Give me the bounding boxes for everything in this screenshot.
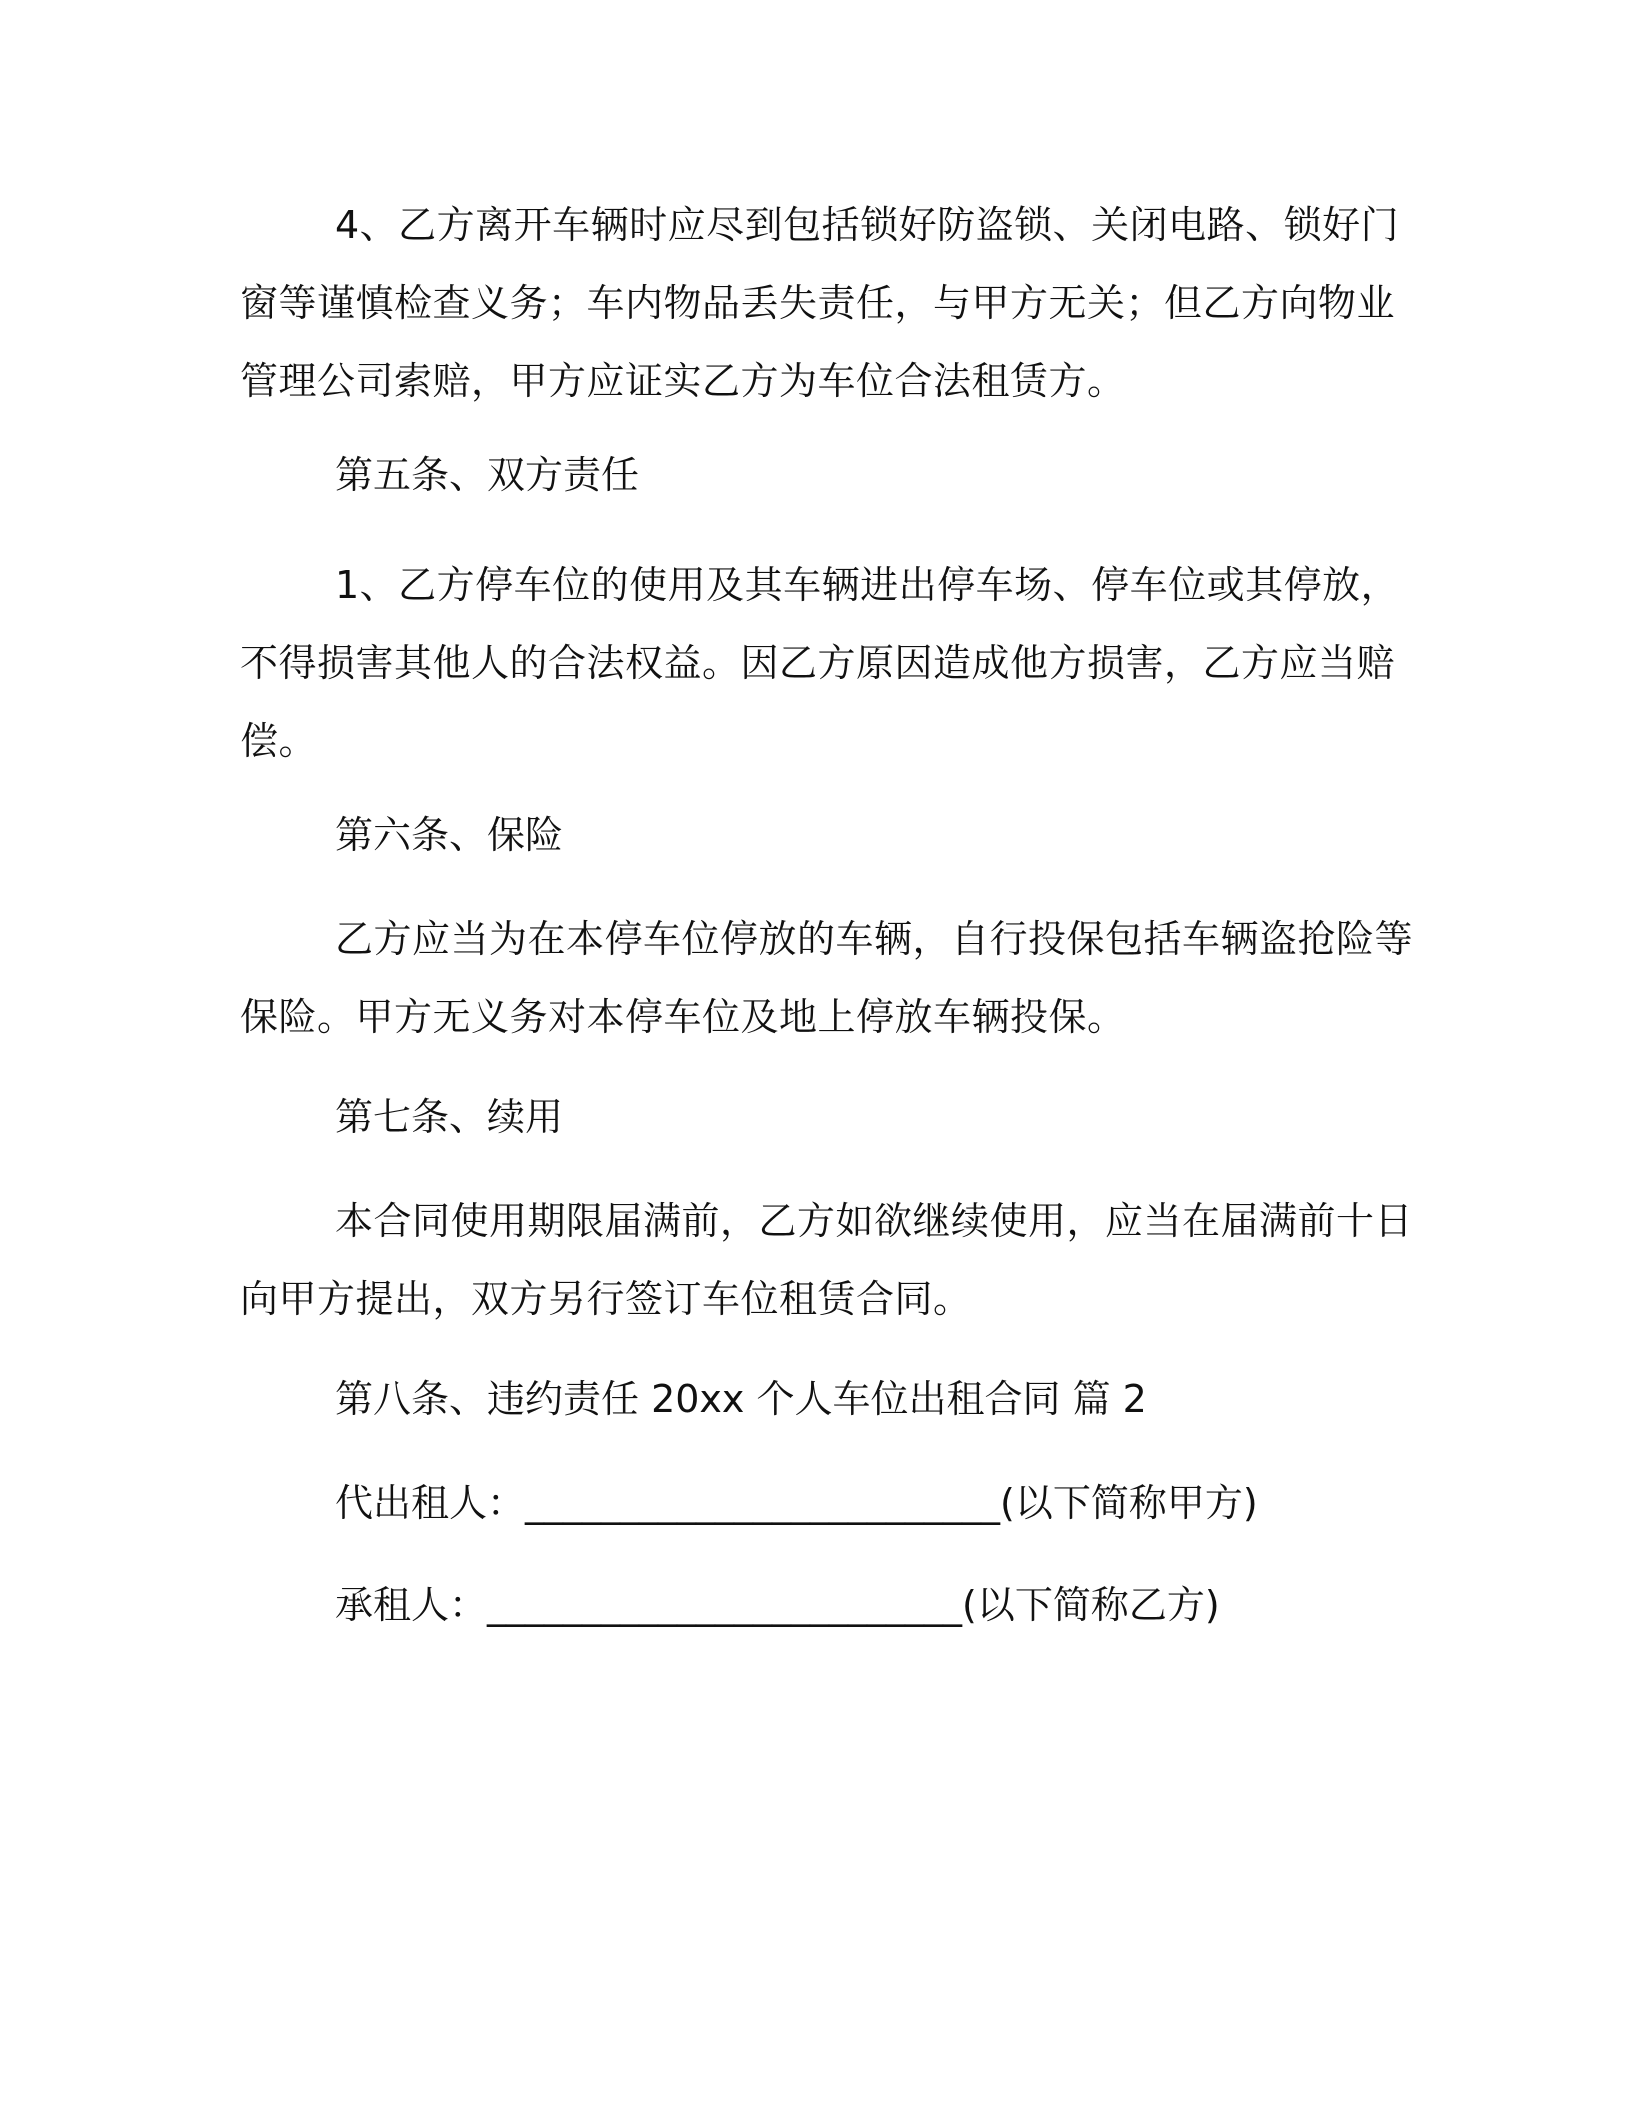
paragraph-1-liability: [240, 546, 1400, 780]
text-line: 窗等谨慎检查义务；车内物品丢失责任，与甲方无关；但乙方向物业: [240, 281, 1396, 325]
text-line: 乙方应当为在本停车位停放的车辆，自行投保包括车辆盗抢险等: [335, 917, 1414, 961]
text-line: 4、乙方离开车辆时应尽到包括锁好防盗锁、关闭电路、锁好门: [335, 203, 1400, 247]
heading-article-7: 第七条、续用: [335, 1095, 564, 1139]
lessee-line: 承租人：_________________________(以下简称乙方): [335, 1583, 1220, 1627]
text-line: 1、乙方停车位的使用及其车辆进出停车场、停车位或其停放，: [335, 563, 1400, 607]
text-line: 保险。甲方无义务对本停车位及地上停放车辆投保。: [240, 995, 1126, 1039]
text-line: 不得损害其他人的合法权益。因乙方原因造成他方损害，乙方应当赔: [240, 641, 1396, 685]
heading-article-6: 第六条、保险: [335, 813, 564, 857]
heading-article-5: 第五条、双方责任: [335, 453, 640, 497]
text-line: 管理公司索赔，甲方应证实乙方为车位合法租赁方。: [240, 359, 1126, 403]
paragraph-insurance: [240, 900, 1414, 1056]
lessor-line: 代出租人：_________________________(以下简称甲方): [335, 1481, 1258, 1525]
heading-article-8: 第八条、违约责任 20xx 个人车位出租合同 篇 2: [335, 1377, 1147, 1421]
text-line: 本合同使用期限届满前，乙方如欲继续使用，应当在届满前十日: [335, 1199, 1414, 1243]
paragraph-4-vehicle-check: [240, 186, 1400, 420]
text-line: 向甲方提出，双方另行签订车位租赁合同。: [240, 1277, 972, 1321]
paragraph-renewal: [240, 1182, 1414, 1338]
text-line: 偿。: [240, 719, 318, 763]
